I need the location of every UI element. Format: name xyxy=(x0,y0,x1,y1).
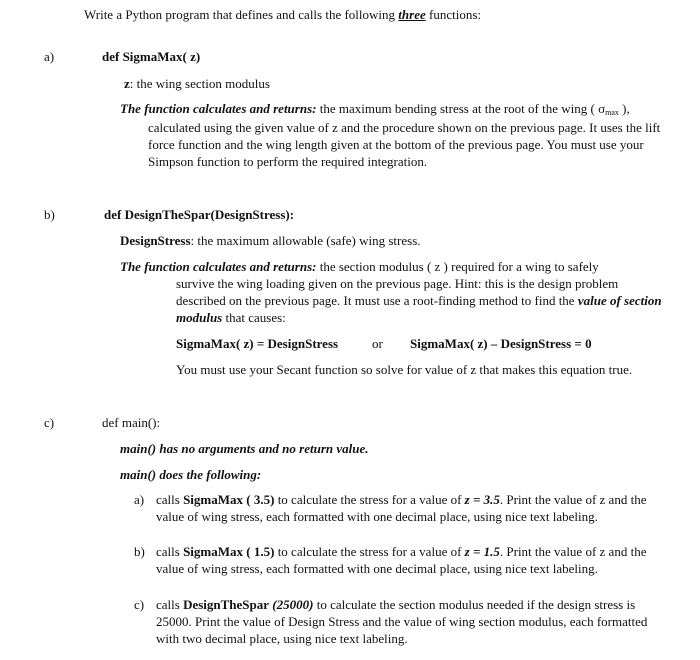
section-a-rest: calculated using the given value of z and the procedure shown on the previous page. It uses the lift force function and the wing length given at the bottom of the previous page. You must use your Simpson function to perform the required integration. xyxy=(148,120,661,169)
item-c-arg: (25000) xyxy=(269,597,314,612)
section-c-def: def main(): xyxy=(102,415,161,430)
intro-text-end: functions: xyxy=(425,7,481,22)
section-b-note: You must use your Secant function so solve for value of z that makes this equation true. xyxy=(176,362,633,377)
section-b-line1: the section modulus ( z ) required for a wing to safely xyxy=(316,259,599,274)
section-a-line1: the maximum bending stress at the root of the wing ( σ xyxy=(316,101,606,116)
item-b-text: calls SigmaMax ( 1.5) to calculate the stress for a value of z = 1.5. Print the value of z and the value of wing stress, each formatted with one decimal place, using nice text labeling. xyxy=(156,544,647,576)
section-b-param xyxy=(120,232,421,249)
item-b-fn: SigmaMax ( 1.5) xyxy=(183,544,275,559)
section-b-description xyxy=(120,258,668,326)
item-a-text: calls SigmaMax ( 3.5) to calculate the stress for a value of z = 3.5. Print the value of z and the value of wing stress, each formatted with one decimal place, using nice text labeling. xyxy=(156,492,647,524)
equation-1: SigmaMax( z) = DesignStress xyxy=(176,336,339,351)
section-b-param-desc: : the maximum allowable (safe) wing stress. xyxy=(190,233,421,248)
equation-or: or xyxy=(372,336,383,351)
section-a-param: z: the wing section modulus xyxy=(124,76,270,91)
section-c-line2: main() does the following: xyxy=(120,467,262,482)
item-b-var: z = 1.5 xyxy=(464,544,500,559)
section-b-def: def DesignTheSpar(DesignStress): xyxy=(104,207,295,222)
section-c-letter: c) xyxy=(44,415,55,430)
item-a-var: z = 3.5 xyxy=(464,492,500,507)
sigma-subscript: max xyxy=(605,108,619,117)
section-b-emphasis: value of section modulus xyxy=(176,293,662,325)
section-a-def: def SigmaMax( z) xyxy=(102,49,201,64)
section-b-lead: The function calculates and returns: xyxy=(120,259,317,274)
section-b-rest: survive the wing loading given on the previous page. Hint: this is the design problem described on the previous page. It must use a root-finding method to find the value of section modulus that causes: xyxy=(176,276,662,325)
intro-emphasis: three xyxy=(398,7,426,22)
section-b-letter: b) xyxy=(44,207,55,222)
section-b-param-name: DesignStress xyxy=(120,233,191,248)
item-b-letter: b) xyxy=(134,544,145,559)
intro-line xyxy=(84,6,481,23)
item-c-fn: DesignTheSpar xyxy=(183,597,270,612)
section-a-letter: a) xyxy=(44,49,55,64)
item-a-letter: a) xyxy=(134,492,145,507)
item-c-letter: c) xyxy=(134,597,145,612)
section-a-description: The function calculates and returns: the maximum bending stress at the root of the wing ( σmax ), calculated using the given value of z and the procedure shown on the previous page. It uses the lift force function and the wing length given at the bottom of the previous page. You must use your Simpson function to perform the required integration. xyxy=(120,100,676,170)
item-a-fn: SigmaMax ( 3.5) xyxy=(183,492,275,507)
equation-2: SigmaMax( z) – DesignStress = 0 xyxy=(410,336,592,351)
section-c-line1: main() has no arguments and no return value. xyxy=(120,441,369,456)
section-a-lead: The function calculates and returns: xyxy=(120,101,317,116)
item-c-text: calls DesignTheSpar (25000) to calculate the section modulus needed if the design stress is 25000. Print the value of Design Stress and the value of wing section modulus, each formatted with two decimal place, using nice text labeling. xyxy=(156,597,648,646)
intro-text: Write a Python program that defines and calls the following xyxy=(84,7,399,22)
